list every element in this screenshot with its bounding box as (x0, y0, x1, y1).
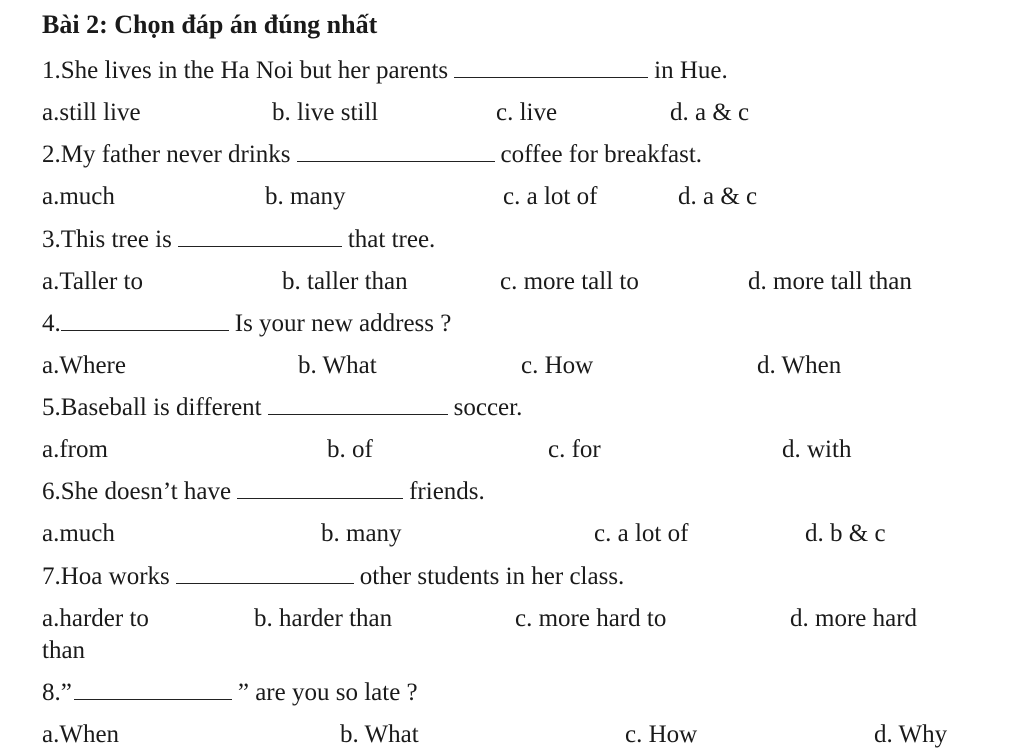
option-c: c. a lot of (503, 183, 598, 210)
option-a-continued: than (42, 637, 86, 664)
option-c: c. How (625, 721, 698, 748)
question-2-end: coffee for breakfast. (500, 141, 703, 168)
exercise-title: Bài 2: Chọn đáp án đúng nhất (42, 10, 378, 39)
question-5 (42, 392, 522, 424)
option-b: b. of (327, 436, 373, 463)
question-4-end: Is your new address ? (234, 310, 452, 337)
option-a: a.When (42, 721, 120, 748)
question-5-end: soccer. (453, 394, 523, 421)
option-c: c. a lot of (594, 520, 689, 547)
question-1-text: 1.She lives in the Ha Noi but her parents (42, 57, 449, 84)
question-2 (42, 139, 702, 171)
option-d: d. more tall than (748, 268, 912, 295)
option-b: b. many (321, 520, 402, 547)
question-4 (42, 308, 451, 340)
question-7-text: 7.Hoa works (42, 563, 170, 590)
answer-blank (297, 139, 495, 162)
question-4-text: 4. (42, 310, 61, 337)
option-a: a.much (42, 183, 115, 210)
option-d: d. a & c (678, 183, 758, 210)
option-c: c. more hard to (515, 605, 667, 632)
question-6-end: friends. (409, 478, 485, 505)
option-c: c. How (521, 352, 594, 379)
answer-blank (454, 55, 648, 78)
question-6-text: 6.She doesn’t have (42, 478, 232, 505)
option-d: d. with (782, 436, 852, 463)
option-d: d. a & c (670, 99, 750, 126)
option-d: d. b & c (805, 520, 886, 547)
question-7 (42, 561, 624, 593)
question-8-text: 8.” (42, 679, 72, 706)
option-d: d. more hard (790, 605, 918, 632)
option-a: a.much (42, 520, 115, 547)
option-c: c. live (496, 99, 558, 126)
question-3 (42, 224, 435, 256)
answer-blank (268, 392, 448, 415)
question-8-end: ” are you so late ? (237, 679, 418, 706)
answer-blank (176, 561, 354, 584)
option-d: d. When (757, 352, 842, 379)
question-7-end: other students in her class. (359, 563, 625, 590)
answer-blank (61, 308, 229, 331)
question-1 (42, 55, 728, 87)
answer-blank (237, 476, 403, 499)
question-2-text: 2.My father never drinks (42, 141, 291, 168)
question-6 (42, 476, 485, 508)
option-a: a.Taller to (42, 268, 143, 295)
option-a: a.harder to (42, 605, 149, 632)
option-a: a.Where (42, 352, 126, 379)
question-5-text: 5.Baseball is different (42, 394, 262, 421)
option-c: c. more tall to (500, 268, 639, 295)
answer-blank (74, 677, 232, 700)
option-b: b. many (265, 183, 346, 210)
option-b: b. harder than (254, 605, 393, 632)
option-b: b. What (298, 352, 377, 379)
option-a: a.from (42, 436, 108, 463)
option-b: b. What (340, 721, 419, 748)
option-b: b. taller than (282, 268, 408, 295)
option-b: b. live still (272, 99, 379, 126)
question-3-end: that tree. (347, 226, 436, 253)
option-c: c. for (548, 436, 601, 463)
option-d: d. Why (874, 721, 948, 748)
option-a: a.still live (42, 99, 141, 126)
question-3-text: 3.This tree is (42, 226, 172, 253)
question-8 (42, 677, 418, 709)
answer-blank (178, 224, 342, 247)
question-1-end: in Hue. (654, 57, 728, 84)
